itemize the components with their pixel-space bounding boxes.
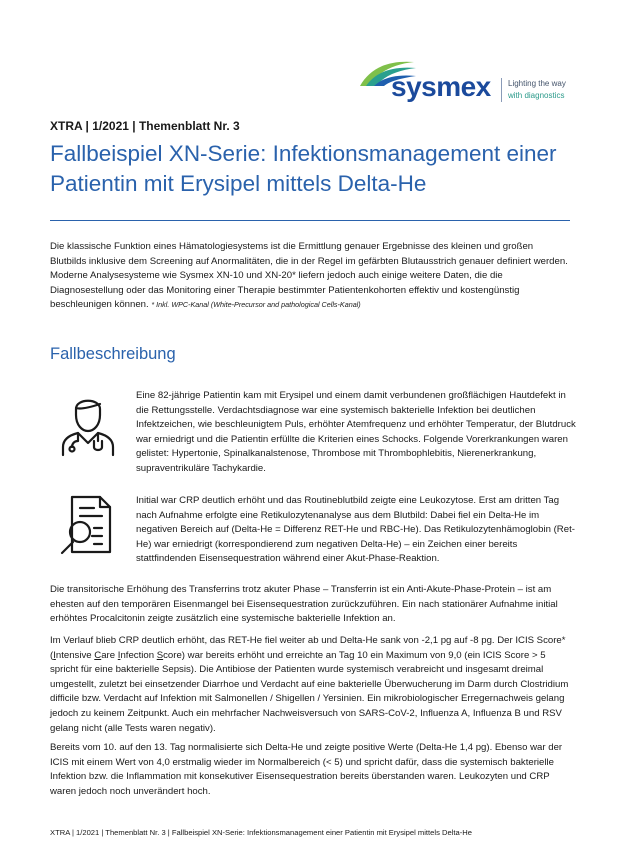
- intro-paragraph: [50, 240, 570, 313]
- document-magnifier-icon: [58, 494, 116, 556]
- paragraph-transferrin: Die transitorische Erhöhung des Transferrins trotz akuter Phase – Transferrin ist ein Anti-Akute-Phase-Protein – ist am ehesten auf den temporären Eisenmangel bei Eisensequestration zurückzuführen. Ein nach stationärer Aufnahme initial erhöhtes Procalcitonin zeigte zusätzlich eine systemische bakterielle Infektion an.: [50, 584, 558, 625]
- doctor-stethoscope-icon: [60, 391, 116, 457]
- logo-tagline-1: Lighting the way: [508, 79, 566, 88]
- intro-footnote: * Inkl. WPC-Kanal (White-Precursor and pathological Cells-Kanal): [151, 300, 361, 310]
- icis-word-intensive: ntensive: [55, 649, 95, 661]
- sysmex-logo: [358, 58, 598, 106]
- intro-text: Die klassische Funktion eines Hämatologiesystems ist die Ermittlung genauer Ergebnisse des kleinen und großen Blutbilds inklusive dem Screening auf Anormalitäten, die in der Regel im gefärbten Blutausstrich genauer definiert werden. Moderne Analysesysteme wie Sysmex XN-10 und XN-20* liefern jedoch auch einige weitere Daten, die die Diagnosestellung oder das Monitoring einer Therapie bestimmter Patientenkohorten effektiv und kostengünstig beschleunigen können.: [50, 241, 568, 311]
- icis-word-infection: nfection: [120, 649, 157, 661]
- section-heading: Fallbeschreibung: [50, 345, 176, 363]
- para4-post: ) war bereits erhöht und erreichte an Tag 10 ein Maximum von 9,0 (ein ICIS Score > 5 spricht für eine bakterielle Sepsis). Die Antibiose der Patienten wurde systemisch verabreicht und insgesamt dreimal umgestellt, zuletzt bei einsetzender Diarrhoe und Verdacht auf eine bakterielle Überwucherung im Darm durch Clostridium difficile bzw. Verdacht auf Infektion mit Salmonellen / Shigellen / Yersinien. Ein mikrobiologischer Erregernachweis gelang jedoch zu keinem Zeitpunkt. Auch ein mehrfacher Nachweisversuch von SARS-CoV-2, Influenza A, Influenza B und RSV gelang nicht (alle Tests waren negativ).: [50, 649, 569, 734]
- icis-word-score: core: [163, 649, 182, 661]
- logo-divider: [501, 78, 502, 102]
- icis-letter-c: C: [94, 649, 102, 661]
- page-title: Fallbeispiel XN-Serie: Infektionsmanagement einer Patientin mit Erysipel mittels Delta-He: [50, 141, 557, 196]
- case-block-1: Eine 82-jährige Patientin kam mit Erysipel und einem damit verbundenen großflächigen Hautdefekt in die Rettungsstelle. Verdachtsdiagnose war eine systemisch bakterielle Infektion bei deutlichen Infektzeichen, wie beschleunigtem Puls, erhöhter Atemfrequenz und erhöhter Temperatur, der Blutdruck war erniedrigt und die Patientin erfüllte die Kriterien eines Schocks. Folgende Vorerkrankungen waren gelistet: Hypertonie, Spinalkanalstenose, Thrombose mit Thrombophlebitis, Nierenerkrankung, supraventrikuläre Tachykardie.: [136, 390, 576, 474]
- case-block-2: Initial war CRP deutlich erhöht und das Routineblutbild zeigte eine Leukozytose. Erst am dritten Tag nach Aufnahme erfolgte eine Retikulozytenanalyse aus dem Blutbild: Dabei fiel ein Delta-He im negativen Bereich auf (Delta-He = Differenz RET-He und RBC-He). Das Retikulozytenhämoglobin (Ret-He) war erniedrigt (korrespondierend zum negativen Delta-He) – ein Zeichen einer bereits stattfindenden Eisensequestration während einer Akut-Phase-Reaktion.: [136, 495, 575, 565]
- icis-letter-i: I: [53, 649, 56, 661]
- issue-line: XTRA | 1/2021 | Themenblatt Nr. 3: [50, 119, 240, 133]
- page-footer: XTRA | 1/2021 | Themenblatt Nr. 3 | Fallbeispiel XN-Serie: Infektionsmanagement einer Patientin mit Erysipel mittels Delta-He: [50, 828, 472, 837]
- icis-word-care: are: [101, 649, 118, 661]
- paragraph-icis: [50, 634, 575, 736]
- logo-wordmark: sysmex: [391, 71, 491, 102]
- title-divider: [50, 220, 570, 221]
- para4-pre: Im Verlauf blieb CRP deutlich erhöht, das RET-He fiel weiter ab und Delta-He sank von -2,1 pg auf -8 pg. Der ICIS Score* (: [50, 635, 566, 661]
- icis-letter-i2: I: [117, 649, 121, 661]
- paragraph-normalization: Bereits vom 10. auf den 13. Tag normalisierte sich Delta-He und zeigte positive Werte (Delta-He 1,4 pg). Ebenso war der ICIS mit einem Wert von 4,0 erstmalig wieder im Normalbereich (< 5) und spricht dafür, dass die systemisch bakterielle Infektion bzw. die Inflammation mit konsekutiver Eisensequestration bereits überstanden waren. Leukozyten und CRP waren jedoch noch unverändert hoch.: [50, 742, 563, 797]
- logo-tagline-2: with diagnostics: [508, 91, 565, 100]
- icis-letter-s: S: [156, 649, 164, 661]
